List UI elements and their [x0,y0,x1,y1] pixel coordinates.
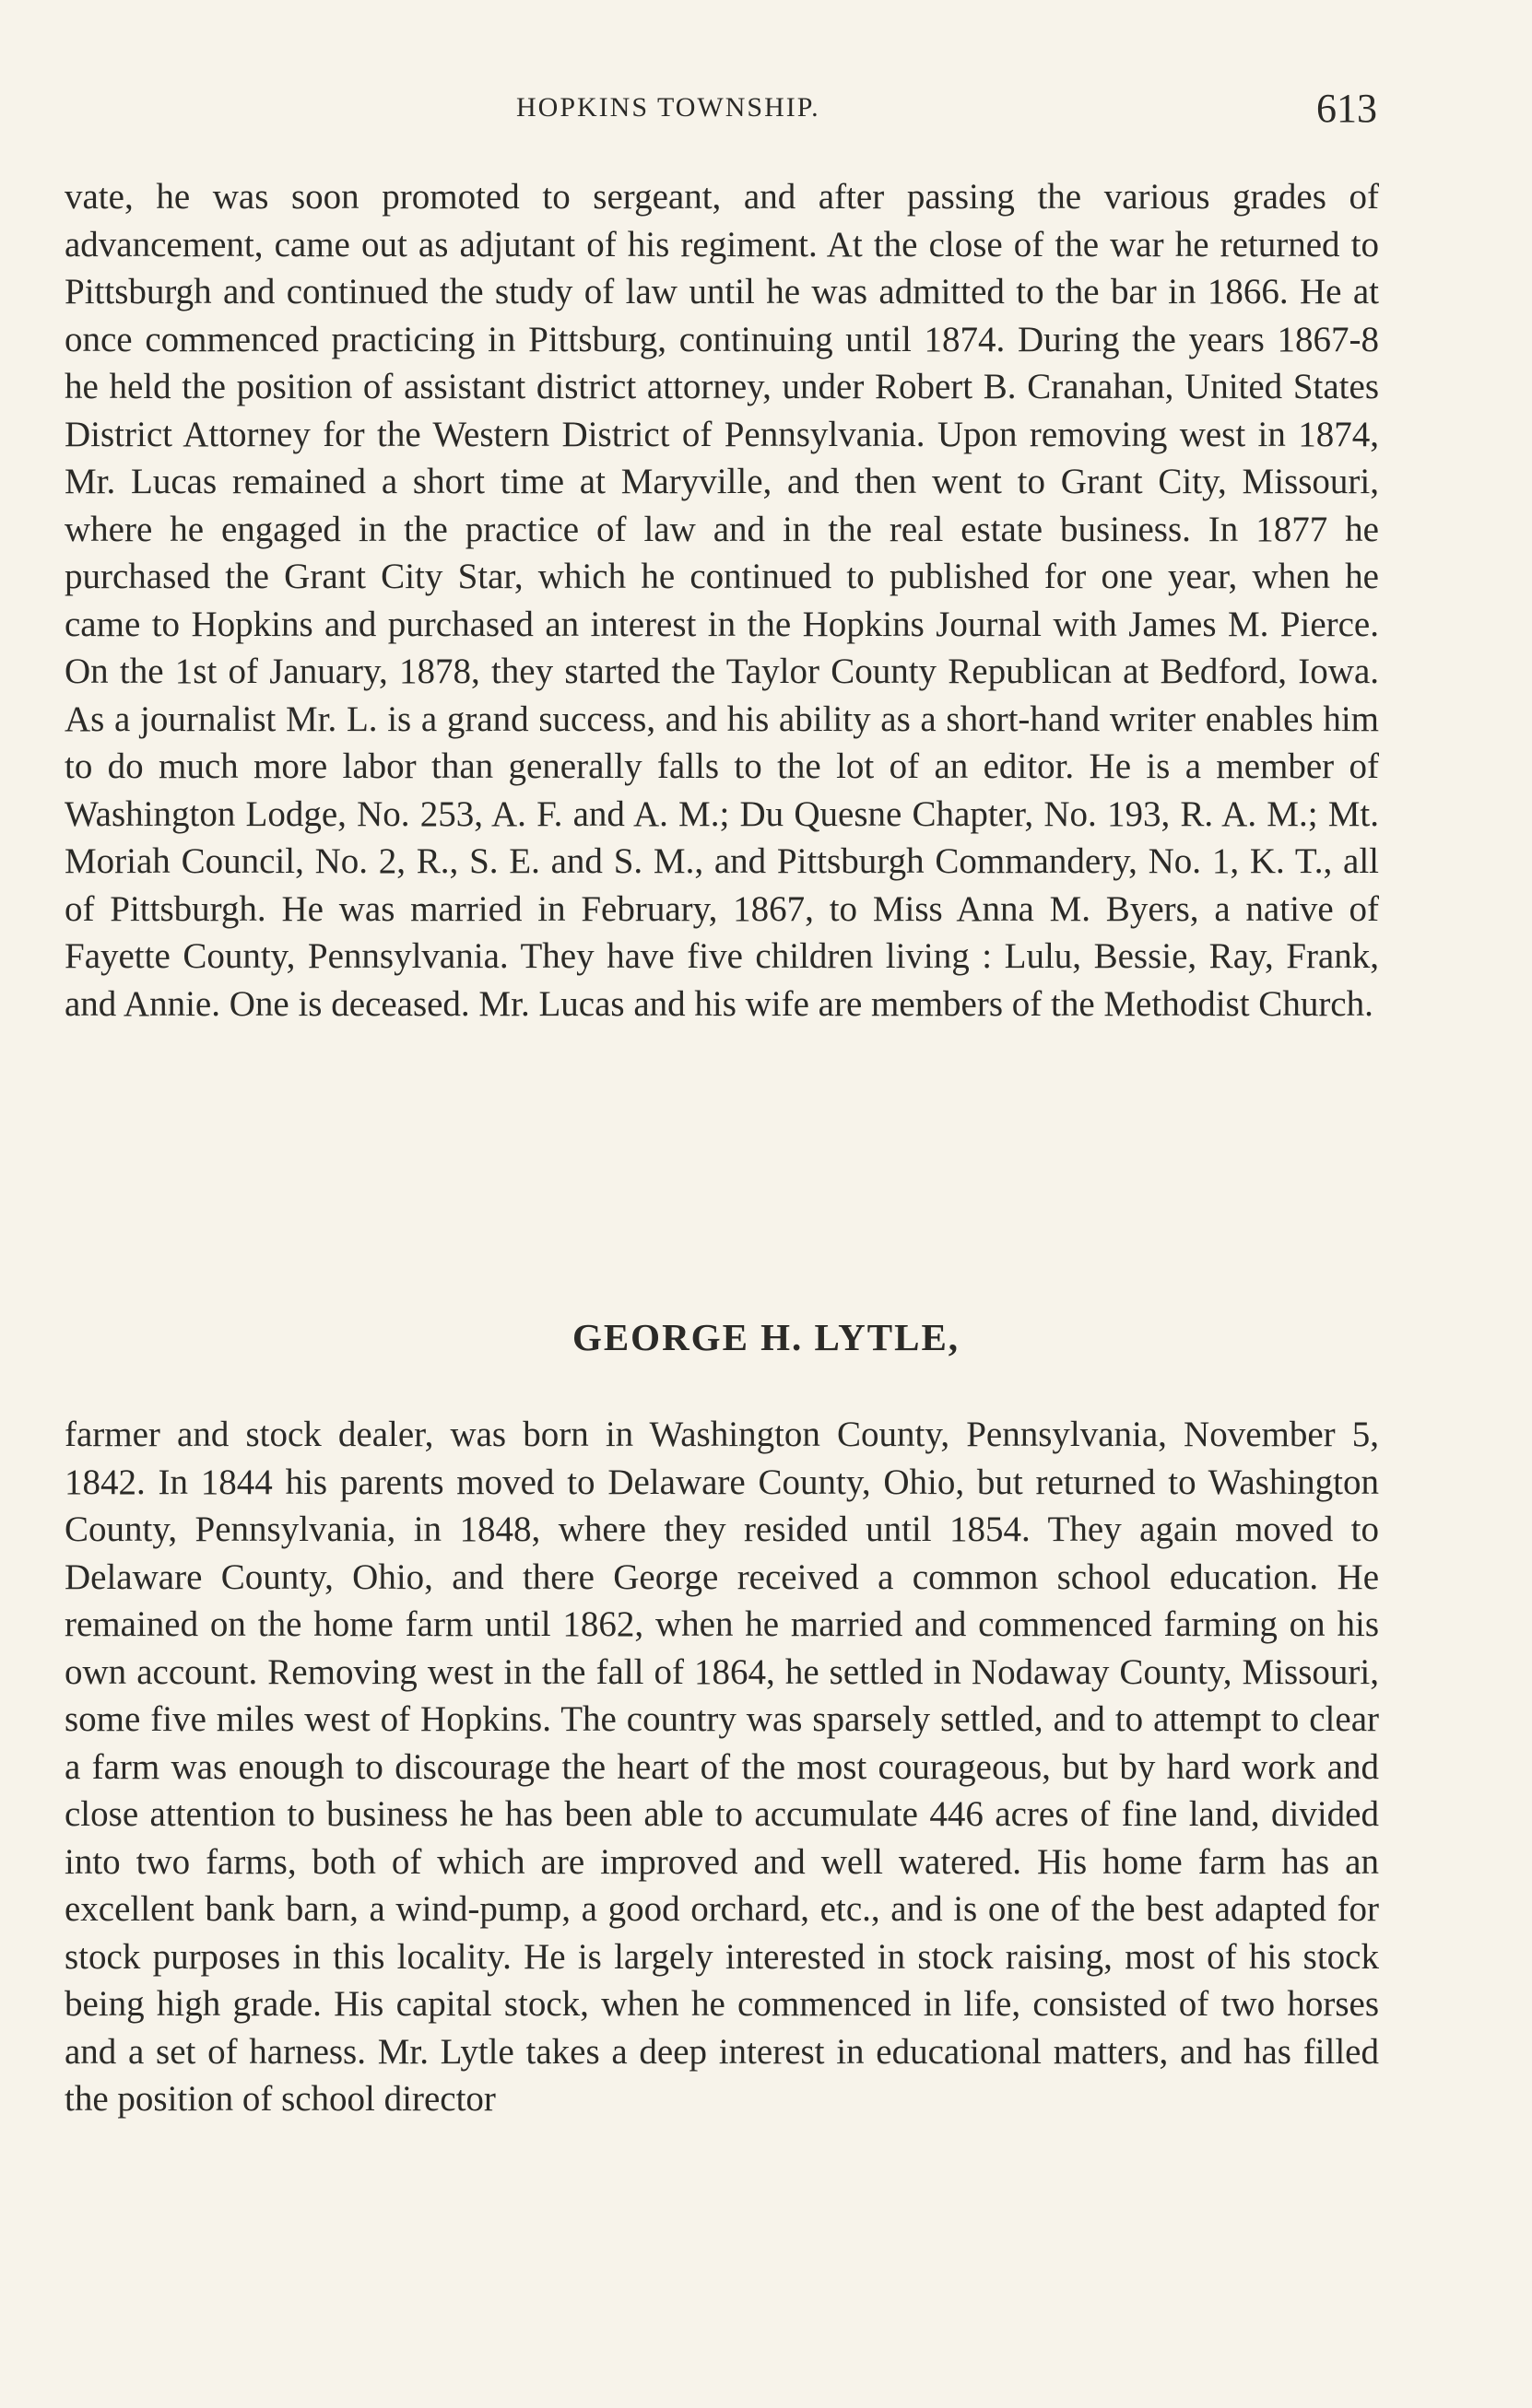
section-heading: GEORGE H. LYTLE, [572,1316,960,1358]
biography-paragraph-lytle: farmer and stock dealer, was born in Washington County, Pennsylvania, November 5, 1842. In 1844 his parents moved to Delaware County, Ohio, but returned to Washington County, Pennsylvania, in 1848, where they resided until 1854. They again moved to Delaware County, Ohio, and there George received a common school education. He remained on the home farm until 1862, when he married and commenced farming on his own account. Removing west in the fall of 1864, he settled in Nodaway County, Missouri, some five miles west of Hopkins. The country was sparsely settled, and to attempt to clear a farm was enough to discourage the heart of the most courageous, but by hard work and close attention to business he has been able to accumulate 446 acres of fine land, divided into two farms, both of which are improved and well watered. His home farm has an excellent bank barn, a wind-pump, a good orchard, etc., and is one of the best adapted for stock purposes in this locality. He is largely interested in stock raising, most of his stock being high grade. His capital stock, when he commenced in life, consisted of two horses and a set of harness. Mr. Lytle takes a deep interest in educational matters, and has filled the position of school director [65,1415,1379,2119]
running-title: HOPKINS TOWNSHIP. [516,92,820,123]
page-header [0,85,1532,140]
biography-paragraph-lucas: vate, he was soon promoted to sergeant, and after passing the various grades of advancement, came out as adjutant of his regiment. At the close of the war he returned to Pittsburgh and continued the study of law until he was admitted to the bar in 1866. He at once commenced practicing in Pittsburg, continuing until 1874. During the years 1867-8 he held the position of assistant district attorney, under Robert B. Cranahan, United States District Attorney for the Western District of Pennsylvania. Upon removing west in 1874, Mr. Lucas remained a short time at Maryville, and then went to Grant City, Missouri, where he engaged in the practice of law and in the real estate business. In 1877 he purchased the Grant City Star, which he continued to published for one year, when he came to Hopkins and purchased an interest in the Hopkins Journal with James M. Pierce. On the 1st of January, 1878, they started the Taylor County Republican at Bedford, Iowa. As a journalist Mr. L. is a grand success, and his ability as a short-hand writer enables him to do much more labor than generally falls to the lot of an editor. He is a member of Washington Lodge, No. 253, A. F. and A. M.; Du Quesne Chapter, No. 193, R. A. M.; Mt. Moriah Council, No. 2, R., S. E. and S. M., and Pittsburgh Commandery, No. 1, K. T., all of Pittsburgh. He was married in February, 1867, to Miss Anna M. Byers, a native of Fayette County, Pennsylvania. They have five children living : Lulu, Bessie, Ray, Frank, and Annie. One is deceased. Mr. Lucas and his wife are members of the Methodist Church. [65,177,1379,1024]
page-number: 613 [1316,86,1377,131]
